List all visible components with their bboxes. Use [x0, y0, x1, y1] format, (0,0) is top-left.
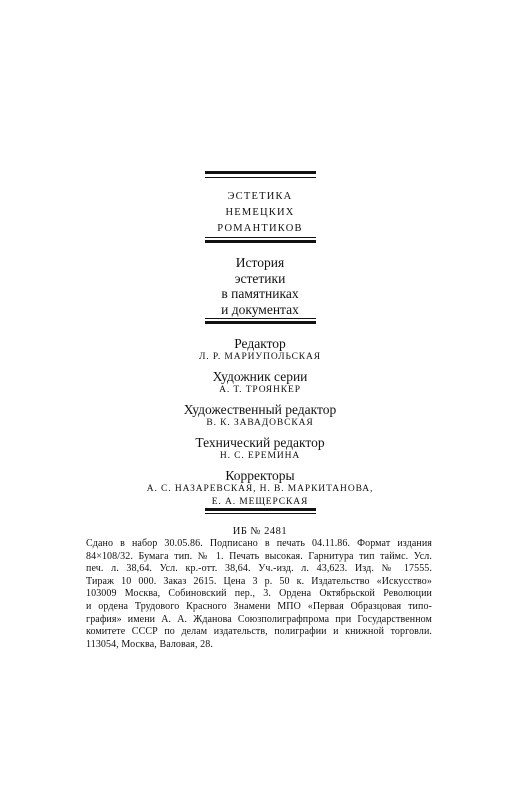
credit-role: Редактор [234, 336, 286, 351]
credit-technical-editor [100, 435, 420, 463]
rule-thin [205, 237, 316, 238]
series-line: в памятниках [221, 286, 299, 301]
imprint-rule [205, 508, 316, 514]
credit-proofreaders [100, 468, 420, 509]
imprint-line: Тираж 10 000. Заказ 2615. Цена 3 р. 50 к. Издательство «Искусство» [86, 575, 432, 587]
credit-role: Художественный редактор [183, 402, 337, 417]
imprint-line: 84×108/32. Бумага тип. № 1. Печать высокая. Гарнитура тип таймс. Усл. [86, 550, 432, 562]
rule-thick [205, 508, 316, 511]
rule-thin [205, 177, 316, 178]
series-line: История [235, 255, 285, 270]
credit-name: А. С. НАЗАРЕВСКАЯ, Н. В. МАРКИТАНОВА, [146, 484, 374, 494]
imprint-line: графия» имени А. А. Жданова Союзполиграфпрома при Государственном [86, 613, 432, 625]
credit-editor [100, 336, 420, 364]
series-line: и документах [221, 301, 299, 317]
credit-name: В. К. ЗАВАДОВСКАЯ [206, 418, 314, 428]
credit-role: Корректоры [225, 468, 295, 483]
series-rule [205, 318, 316, 324]
rule-thick [205, 240, 316, 243]
series-line: эстетики [234, 270, 286, 286]
rule-thick [205, 171, 316, 174]
credit-art-editor [100, 402, 420, 430]
title-line: ЭСТЕТИКА [227, 191, 293, 202]
title-rule [205, 237, 316, 243]
imprint-text [86, 538, 432, 651]
rule-thin [205, 318, 316, 319]
credit-role: Художник серии [212, 369, 308, 384]
imprint-line: Сдано в набор 30.05.86. Подписано в печать 04.11.86. Формат издания [86, 538, 432, 549]
rule-thick [205, 321, 316, 324]
imprint-line: и ордена Трудового Красного Знамени МПО «Первая Образцовая типо- [86, 600, 432, 612]
credit-name: А. Т. ТРОЯНКЕР [219, 385, 301, 395]
imprint-line: комитете СССР по делам издательств, полиграфии и книжной торговли. [86, 626, 432, 638]
title-line: РОМАНТИКОВ [217, 223, 303, 234]
credit-role: Технический редактор [195, 435, 325, 450]
title-line: НЕМЕЦКИХ [225, 207, 295, 218]
credit-name: Е. А. МЕЩЕРСКАЯ [211, 497, 309, 507]
credit-name: Л. Р. МАРИУПОЛЬСКАЯ [198, 352, 322, 362]
imprint-line: 103009 Москва, Собиновский пер., 3. Ордена Октябрьской Революции [86, 588, 432, 600]
ib-number: ИБ № 2481 [232, 526, 288, 537]
imprint-line: печ. л. 38,64. Усл. кр.-отт. 38,64. Уч.-изд. л. 43,623. Изд. № 17555. [86, 563, 432, 575]
imprint-line: 113054, Москва, Валовая, 28. [86, 638, 213, 650]
credit-name: Н. С. ЕРЕМИНА [219, 451, 301, 461]
top-rule [205, 171, 316, 178]
series-title [150, 255, 370, 317]
credits-list [100, 336, 420, 514]
rule-thin [205, 513, 316, 514]
credit-series-artist [100, 369, 420, 397]
book-title [150, 189, 370, 237]
